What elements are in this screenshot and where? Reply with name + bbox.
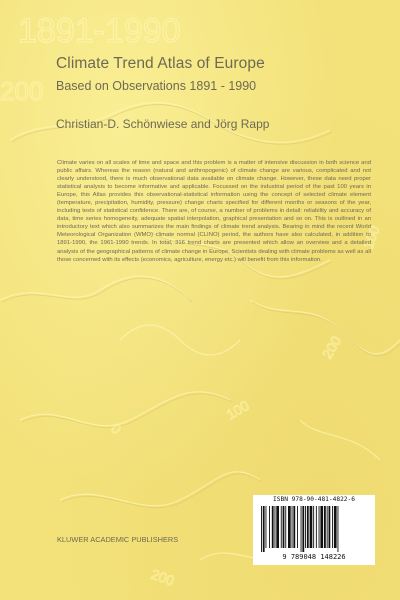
barcode-bar	[302, 506, 304, 552]
barcode-bar	[320, 506, 323, 548]
barcode-bar	[319, 506, 320, 548]
barcode-bar	[316, 506, 317, 548]
isbn-label: ISBN 978-90-481-4822-6	[273, 496, 355, 503]
barcode-bar	[338, 506, 339, 552]
barcode-bar	[327, 506, 328, 548]
barcode-bar	[269, 506, 270, 548]
barcode-bar	[297, 506, 298, 548]
barcode-bar	[329, 506, 331, 548]
barcode-bar	[261, 506, 262, 552]
book-title: Climate Trend Atlas of Europe	[56, 55, 265, 72]
barcode-bar	[266, 506, 267, 548]
contour-label: 0	[108, 420, 125, 438]
barcode-bar	[283, 506, 285, 548]
barcode-bar	[263, 506, 265, 552]
book-subtitle: Based on Observations 1891 - 1990	[56, 79, 257, 93]
barcode-bars	[259, 506, 369, 552]
contour-label: 100	[359, 223, 383, 252]
embossed-number: 200	[0, 76, 44, 106]
barcode-bar	[275, 506, 276, 548]
publisher-name: KLUWER ACADEMIC PUBLISHERS	[57, 535, 179, 544]
barcode-digits: 9 789048 148226	[282, 553, 346, 561]
barcode-bar	[272, 506, 274, 548]
barcode-bar	[293, 506, 295, 548]
barcode-bar	[307, 506, 309, 548]
barcode-bar	[285, 506, 286, 548]
contour-label: 200	[148, 565, 177, 589]
contour-label: 200	[318, 333, 345, 362]
barcode-bar	[301, 506, 302, 552]
barcode-bar	[292, 506, 293, 548]
book-description: Climate varies on all scales of time and space and this problem is a matter of intensive discussion in both science and public affairs. Whereas the reason (natural and anthropogenic) of climate change are various, complicated and not clearly understood, there is much observational data available on climate change. However, these data need proper statistical analysis to become informative and applicable. Focussed on the industrial period of the past 100 years in Europe, this Atlas provides this observational-statistical information using the concept of selected climate element (temperature, precipitation, humidity, pressure) change charts specified for different months or seasons of the year, including tests of statistical confidence. There are, of course, a number of problems in detail: reliability and accuracy of data, time series homogeneity, adequate spatial interpolation, graphical presentation and so on. This is outlined in an introductory text which also summarizes the main findings of climate trend analysis. Bearing in mind the recent World Meteorological Organization (WMO) climate normal (CLINO) period, the authors have also calculated, in addition to 1891-1990, the 1961-1990 trends. In total, 316 trend charts are presented which allow an overview and a detailed analysis of the geographical patterns of climate change in Europe. Scientists dealing with climate problems as well as all those concerned with its effects (economics, agriculture, energy etc.) will benefit from this information.	[57, 160, 371, 263]
barcode-bar	[305, 506, 306, 548]
barcode-bar	[281, 506, 282, 548]
barcode-bar	[334, 506, 337, 548]
barcode-bar	[276, 506, 279, 548]
book-authors: Christian-D. Schönwiese and Jörg Rapp	[56, 117, 270, 131]
contour-label: 100	[223, 397, 252, 423]
barcode-bar	[310, 506, 313, 548]
barcode-bar	[288, 506, 291, 548]
barcode-bar	[324, 506, 326, 548]
barcode-bar	[313, 506, 314, 548]
embossed-year-range: 1891-1990	[18, 12, 181, 50]
barcode-bar	[332, 506, 333, 548]
isbn-barcode	[253, 495, 375, 565]
